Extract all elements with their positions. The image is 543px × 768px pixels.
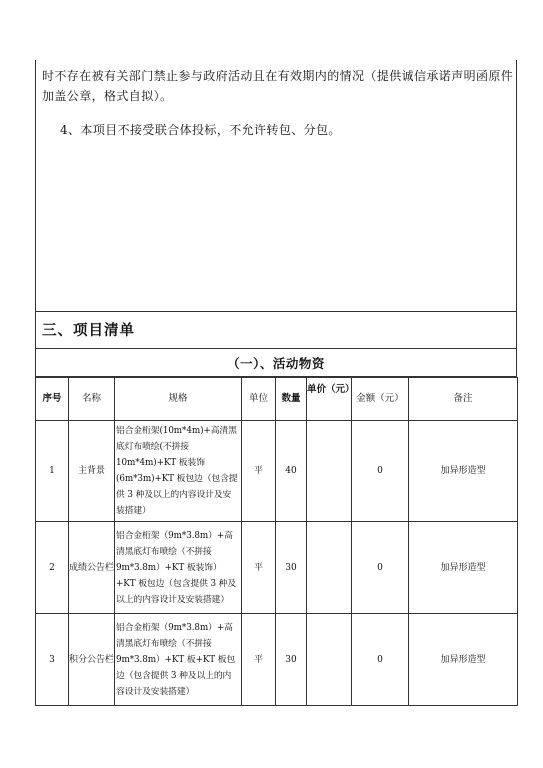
subsection-header-cell [35, 349, 517, 377]
cell-remark: 加异形造型 [409, 522, 518, 614]
cell-qty: 40 [276, 421, 307, 522]
cell-name: 主背景 [69, 421, 115, 522]
cell-name: 积分公告栏 [69, 614, 115, 706]
cell-no: 3 [36, 614, 69, 706]
cell-spec: 铝合金桁架(10m*4m)+高清黑底灯布喷绘(不拼接 10m*4m)+KT 板装饰(6m*3m)+KT 板包边（包含提供 3 种及以上的内容设计及安装搭建） [115, 421, 242, 522]
cell-no: 2 [36, 522, 69, 614]
cell-price [307, 614, 352, 706]
section-header-cell [35, 312, 517, 349]
cell-name: 成绩公告栏 [69, 522, 115, 614]
table-row [36, 421, 518, 522]
cell-qty: 30 [276, 614, 307, 706]
cell-spec: 铝合金桁架（9m*3.8m）+高清黑底灯布喷绘（不拼接 9m*3.8m）+KT 板装饰）+KT 板包边（包含提供 3 种及以上的内容设计及安装搭建） [115, 522, 242, 614]
cell-remark: 加异形造型 [409, 421, 518, 522]
cell-remark: 加异形造型 [409, 614, 518, 706]
requirement-paragraph-integrity: 时不存在被有关部门禁止参与政府活动且在有效期内的情况（提供诚信承诺声明函原件加盖公章，格式自拟）。 [42, 69, 514, 103]
header-amount: 金额（元） [352, 378, 409, 421]
header-qty: 数量 [276, 378, 307, 421]
header-unit: 单位 [242, 378, 276, 421]
cell-unit: 平 [242, 421, 276, 522]
cell-price [307, 421, 352, 522]
requirement-paragraph-consortium: 4、本项目不接受联合体投标，不允许转包、分包。 [60, 123, 341, 137]
table-row [36, 522, 518, 614]
header-remark: 备注 [409, 378, 518, 421]
cell-unit: 平 [242, 614, 276, 706]
cell-no: 1 [36, 421, 69, 522]
item-list-table [35, 377, 518, 706]
header-no: 序号 [36, 378, 69, 421]
header-price: 单价（元） [307, 378, 352, 421]
requirements-cell [35, 60, 517, 312]
cell-unit: 平 [242, 522, 276, 614]
subsection-title: （一）、活动物资 [227, 356, 325, 371]
cell-amount: 0 [352, 421, 409, 522]
cell-qty: 30 [276, 522, 307, 614]
cell-amount: 0 [352, 614, 409, 706]
table-row [36, 614, 518, 706]
header-name: 名称 [69, 378, 115, 421]
section-title: 三、项目清单 [42, 322, 135, 339]
cell-price [307, 522, 352, 614]
cell-amount: 0 [352, 522, 409, 614]
cell-spec: 铝合金桁架（9m*3.8m）+高清黑底灯布喷绘（不拼接 9m*3.8m）+KT 板+KT 板包边（包含提供 3 种及以上的内容设计及安装搭建） [115, 614, 242, 706]
table-header-row [36, 378, 518, 421]
header-spec: 规格 [115, 378, 242, 421]
